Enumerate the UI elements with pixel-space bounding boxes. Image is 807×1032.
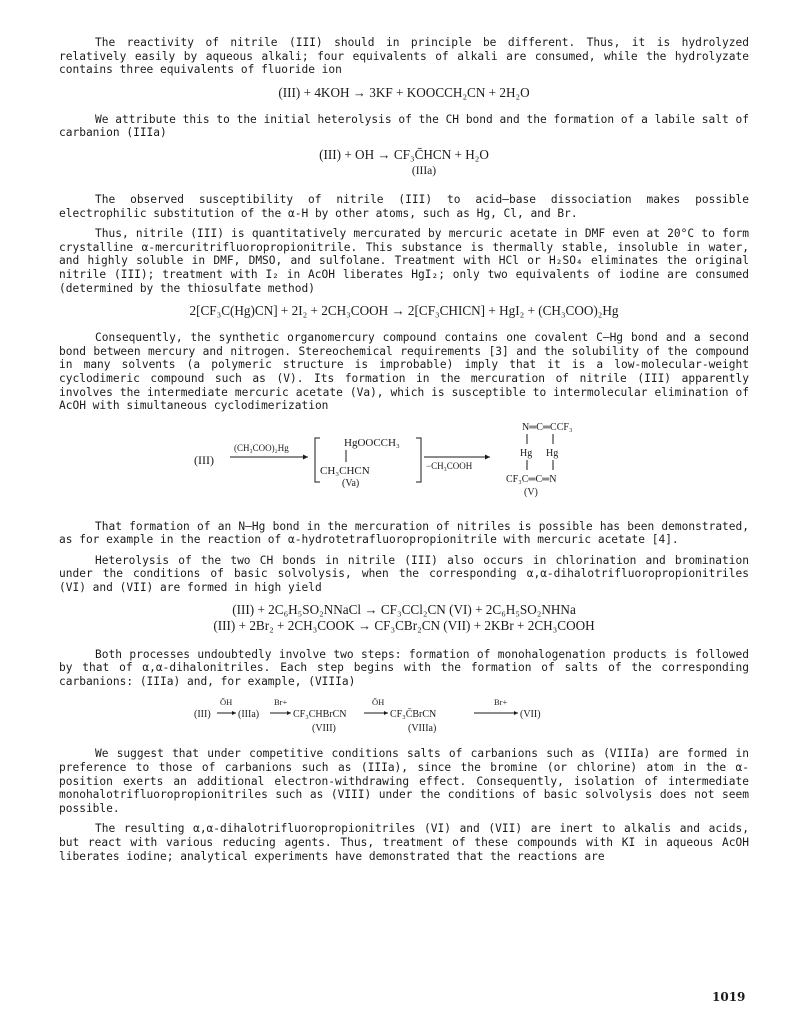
scheme2-s3: CF₃CHBrCN: [293, 709, 347, 721]
page-number: 1019: [712, 990, 746, 1004]
equation-hydrolysis: (III) + 4KOH → 3KF + KOOCCH₂CN + 2H₂O: [278, 84, 530, 100]
scheme2-r2: Br+: [274, 697, 288, 708]
scheme2-s5: (VII): [520, 709, 541, 721]
scheme1-inter-top: HgOOCCH₃: [344, 436, 400, 449]
scheme2-arrowhead-1: [232, 711, 236, 715]
equation-heterolysis: [59, 147, 749, 179]
paragraph-2: We attribute this to the initial heterolysis of the CH bond and the formation of a labile salt of carbanion (IIIa): [59, 112, 749, 140]
scheme1-start: (III): [194, 452, 214, 467]
scheme1-elim: −CH₃COOH: [426, 460, 473, 471]
equation-bromination: (III) + 2Br₂ + 2CH₃COOK → CF₃CBr₂CN (VII) + 2KBr + 2CH₃COOH: [213, 617, 595, 633]
scheme2-r1: ŌH: [220, 697, 233, 708]
scheme2-s4-label: (VIIIa): [408, 723, 437, 735]
article-page: [59, 36, 749, 870]
scheme2-s2: (IIIa): [238, 709, 260, 721]
equation-halogenation: [59, 602, 749, 634]
paragraph-4: Thus, nitrile (III) is quantitatively mercurated by mercuric acetate in DMF even at 20°C to form crystalline α-mercuritrifluoropropionitrile. This substance is thermally stable, insoluble in water, and highly soluble in DMF, DMSO, and sulfolane. Treatment with HCl or H₂SO₄ eliminates the original nitrile (III); treatment with I₂ in AcOH liberates HgI₂; only two equivalents of iodine are consumed (determined by the thiosulfate method): [59, 227, 749, 295]
mercuration-scheme: [194, 420, 614, 512]
scheme2-r4: Br+: [494, 697, 508, 708]
scheme2-s4: CF₃C̄BrCN: [390, 709, 437, 721]
scheme1-arrowhead-1: [303, 454, 308, 459]
paragraph-9: We suggest that under competitive conditions salts of carbanions such as (VIIIa) are formed in preference to those of carbanions such as (IIIa), since the bromine (or chlorine) atom in the α-position exerts an additional electron-withdrawing effect. Consequently, isolation of intermediate monohalotrifluoropropionitriles such as (VIII) under the conditions of basic solvolysis does not seem possible.: [59, 747, 749, 815]
scheme1-prod-bottom: CF₃C═C═N: [506, 473, 557, 485]
scheme2-arrowhead-4: [514, 711, 518, 715]
paragraph-3: The observed susceptibility of nitrile (III) to acid–base dissociation makes possible electrophilic substitution of the α-H by other atoms, such as Hg, Cl, and Br.: [59, 192, 749, 220]
equation-heterolysis-main: (III) + OH → CF₃C̄HCN + H₂O: [319, 146, 489, 162]
paragraph-5: Consequently, the synthetic organomercury compound contains one covalent C–Hg bond and a second bond between mercury and nitrogen. Stereochemical requirements [3] and the solubility of the compound in many solvents (a polymeric structure is improbable) imply that it is a low-molecular-weight cyclodimeric compound such as (V). Its formation in the mercuration of nitrile (III) apparently involves the intermediate mercuric acetate (Va), which is susceptible to intermolecular elimination of AcOH with simultaneous cyclodimerization: [59, 331, 749, 413]
scheme2-arrowhead-3: [384, 711, 388, 715]
equation-heterolysis-label: (IIIa): [411, 164, 437, 177]
scheme2-s3-label: (VIII): [312, 723, 336, 735]
equation-chlorination: (III) + 2C₆H₅SO₂NNaCl → CF₃CCl₂CN (VI) + 2C₆H₅SO₂NHNa: [232, 601, 576, 617]
paragraph-10: The resulting α,α-dihalotrifluoropropionitriles (VI) and (VII) are inert to alkalis and acids, but react with various reducing agents. Thus, treatment of these compounds with KI in aqueous AcOH liberates iodine; analytical experiments have demonstrated that the reactions are: [59, 822, 749, 863]
scheme1-inter-label: (Va): [342, 477, 360, 489]
paragraph-6: That formation of an N–Hg bond in the mercuration of nitriles is possible has been demonstrated, as for example in the reaction of α-hydrotetrafluoropropionitrile with mercuric acetate [4].: [59, 519, 749, 547]
scheme1-inter-bottom: CH₃CHCN: [320, 464, 370, 477]
scheme1-prod-top: N═C═CCF₃: [522, 421, 573, 433]
bromination-scheme: [194, 695, 614, 739]
scheme1-bracket-right: [416, 438, 421, 482]
scheme1-prod-hg1: Hg: [520, 447, 533, 459]
scheme2-s1: (III): [194, 709, 211, 721]
equation-iodination: 2[CF₃C(Hg)CN] + 2I₂ + 2CH₃COOH → 2[CF₃CHICN] + HgI₂ + (CH₃COO)₂Hg: [189, 303, 619, 319]
scheme1-prod-label: (V): [524, 486, 538, 498]
paragraph-1: The reactivity of nitrile (III) should in principle be different. Thus, it is hydrolyzed relatively easily by aqueous alkali; four equivalents of alkali are consumed, while the hydrolyzate contains three equivalents of fluoride ion: [59, 36, 749, 77]
scheme1-prod-hg2: Hg: [546, 447, 559, 459]
scheme1-reagent: (CH₃COO)₂Hg: [234, 442, 289, 453]
scheme2-r3: ŌH: [372, 697, 385, 708]
paragraph-8: Both processes undoubtedly involve two steps: formation of monohalogenation products is followed by that of α,α-dihalonitriles. Each step begins with the formation of salts of the corresponding carbanions: (IIIa) and, for example, (VIIIa): [59, 647, 749, 688]
scheme2-arrowhead-2: [287, 711, 291, 715]
scheme1-arrowhead-2: [485, 454, 490, 459]
paragraph-7: Heterolysis of the two CH bonds in nitrile (III) also occurs in chlorination and bromination under the conditions of basic solvolysis, when the corresponding α,α-dihalotrifluoropropionitriles (VI) and (VII) are formed in high yield: [59, 553, 749, 595]
